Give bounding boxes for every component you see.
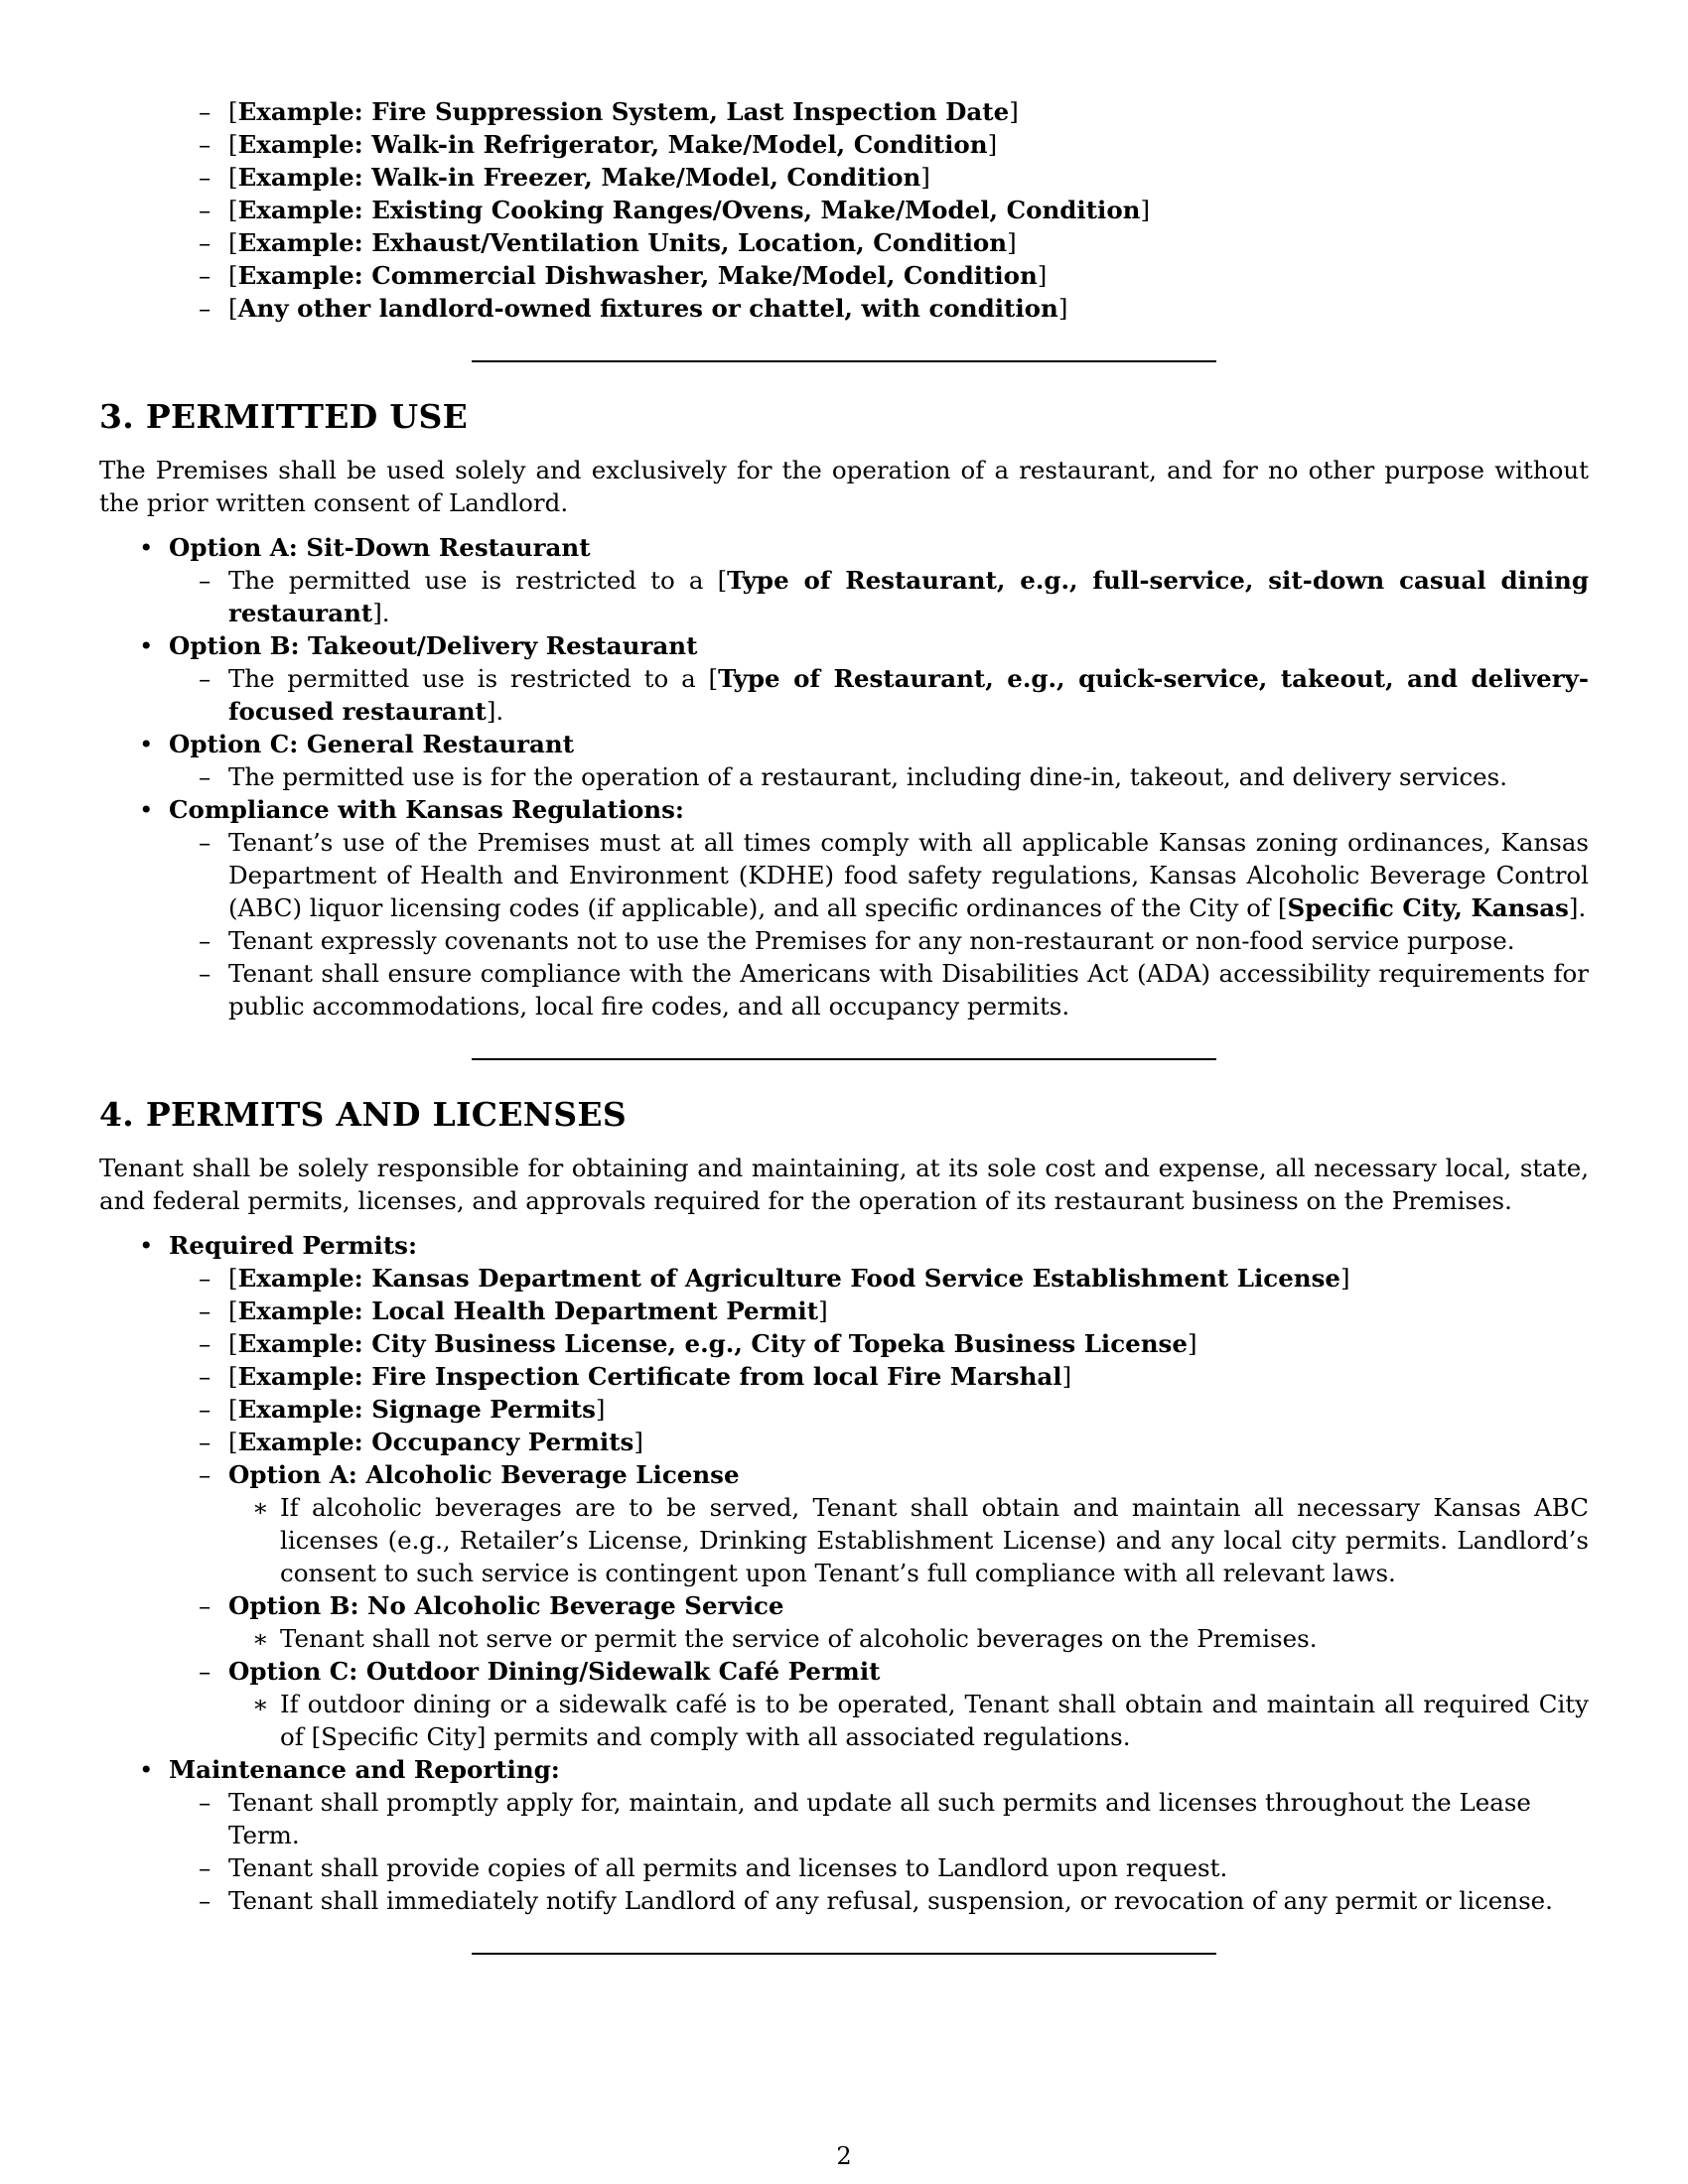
- permit-option-a-text: ∗ If alcoholic beverages are to be served, Tenant shall obtain and maintain all necessary Kansas ABC licenses (e.g., Retailer’s License, Drinking Establishment License) and any local city permits. Landlord’s consent to such service is contingent upon Tenant’s full compliance with all relevant laws.: [99, 1491, 1589, 1589]
- maintenance-item: – Tenant shall promptly apply for, maintain, and update all such permits and licenses throughout the Lease Term.: [99, 1786, 1589, 1851]
- maintenance-item: – Tenant shall immediately notify Landlord of any refusal, suspension, or revocation of any permit or license.: [99, 1884, 1589, 1917]
- option-b-text: – The permitted use is restricted to a [Type of Restaurant, e.g., quick-service, takeout, and delivery-focused restaurant].: [99, 662, 1589, 728]
- section-4-heading: 4. PERMITS AND LICENSES: [99, 1095, 627, 1134]
- list-item: – [Example: Exhaust/Ventilation Units, Location, Condition]: [99, 226, 1589, 259]
- section-4-intro: Tenant shall be solely responsible for obtaining and maintaining, at its sole cost and expense, all necessary local, state, and federal permits, licenses, and approvals required for the operation of its restaurant business on the Premises.: [99, 1154, 1589, 1215]
- list-item: – [Example: Fire Suppression System, Last Inspection Date]: [99, 95, 1589, 128]
- compliance-item: – Tenant shall ensure compliance with the Americans with Disabilities Act (ADA) accessibility requirements for public accommodations, local fire codes, and all occupancy permits.: [99, 957, 1589, 1023]
- required-permits-title: • Required Permits:: [99, 1229, 1589, 1262]
- permit-item: – [Example: City Business License, e.g., City of Topeka Business License]: [99, 1327, 1589, 1360]
- section-4-list: [99, 1229, 1589, 1917]
- section-3-list: [99, 531, 1589, 1023]
- section-3-intro: The Premises shall be used solely and exclusively for the operation of a restaurant, and for no other purpose without the prior written consent of Landlord.: [99, 456, 1589, 517]
- list-item: – [Example: Walk-in Freezer, Make/Model, Condition]: [99, 161, 1589, 194]
- permit-option-c-text: ∗ If outdoor dining or a sidewalk café is to be operated, Tenant shall obtain and maintain all required City of [Specific City] permits and comply with all associated regulations.: [99, 1688, 1589, 1753]
- landlord-fixtures-list: [99, 95, 1589, 325]
- option-c-text: – The permitted use is for the operation of a restaurant, including dine-in, takeout, and delivery services.: [99, 760, 1589, 793]
- list-item: – [Example: Existing Cooking Ranges/Ovens, Make/Model, Condition]: [99, 194, 1589, 226]
- page-number: 2: [836, 2142, 852, 2170]
- permit-item: – [Example: Local Health Department Permit]: [99, 1295, 1589, 1327]
- option-a-text: – The permitted use is restricted to a [Type of Restaurant, e.g., full-service, sit-down casual dining restaurant].: [99, 564, 1589, 629]
- document-page: [99, 95, 1589, 1990]
- compliance-item: – Tenant expressly covenants not to use the Premises for any non-restaurant or non-food service purpose.: [99, 924, 1589, 957]
- list-item: – [Example: Commercial Dishwasher, Make/Model, Condition]: [99, 259, 1589, 292]
- section-divider: [472, 1953, 1216, 1955]
- section-divider: [472, 360, 1216, 362]
- option-b-title: • Option B: Takeout/Delivery Restaurant: [99, 629, 1589, 662]
- option-a-title: • Option A: Sit-Down Restaurant: [99, 531, 1589, 564]
- list-item: – [Example: Walk-in Refrigerator, Make/Model, Condition]: [99, 128, 1589, 161]
- option-c-title: • Option C: General Restaurant: [99, 728, 1589, 760]
- permit-option-a-title: – Option A: Alcoholic Beverage License: [99, 1458, 1589, 1491]
- permit-item: – [Example: Signage Permits]: [99, 1393, 1589, 1426]
- compliance-item: – Tenant’s use of the Premises must at all times comply with all applicable Kansas zoning ordinances, Kansas Department of Health and Environment (KDHE) food safety regulations, Kansas Alcoholic Beverage Control (ABC) liquor licensing codes (if applicable), and all specific ordinances of the City of [Specific City, Kansas].: [99, 826, 1589, 924]
- section-divider: [472, 1058, 1216, 1060]
- list-item: – [Any other landlord-owned fixtures or chattel, with condition]: [99, 292, 1589, 325]
- permit-option-c-title: – Option C: Outdoor Dining/Sidewalk Café Permit: [99, 1655, 1589, 1688]
- permit-option-b-text: ∗ Tenant shall not serve or permit the service of alcoholic beverages on the Premises.: [99, 1622, 1589, 1655]
- maintenance-title: • Maintenance and Reporting:: [99, 1753, 1589, 1786]
- maintenance-item: – Tenant shall provide copies of all permits and licenses to Landlord upon request.: [99, 1851, 1589, 1884]
- permit-item: – [Example: Kansas Department of Agriculture Food Service Establishment License]: [99, 1262, 1589, 1295]
- permit-item: – [Example: Occupancy Permits]: [99, 1426, 1589, 1458]
- permit-option-b-title: – Option B: No Alcoholic Beverage Service: [99, 1589, 1589, 1622]
- section-3-heading: 3. PERMITTED USE: [99, 397, 469, 436]
- permit-item: – [Example: Fire Inspection Certificate from local Fire Marshal]: [99, 1360, 1589, 1393]
- compliance-title: • Compliance with Kansas Regulations:: [99, 793, 1589, 826]
